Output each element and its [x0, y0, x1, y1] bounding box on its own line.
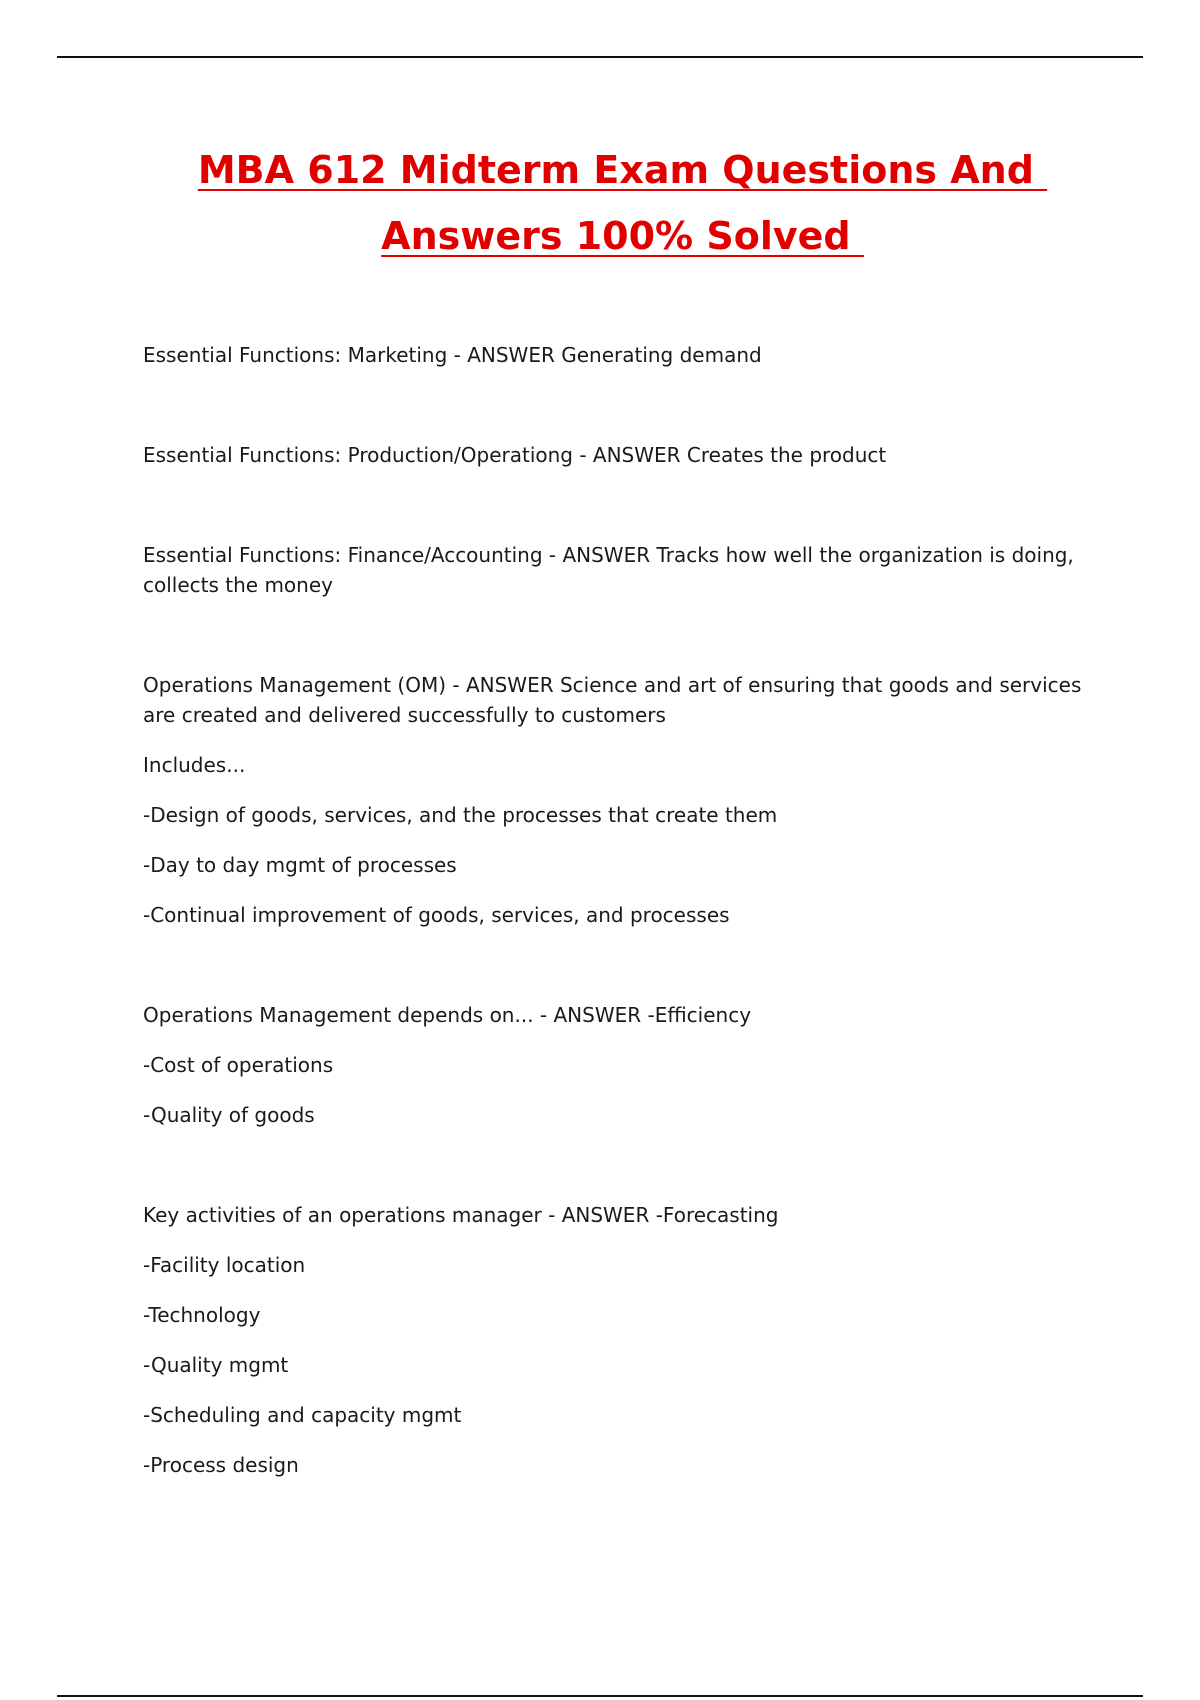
qa-detail: -Scheduling and capacity mgmt — [143, 1403, 462, 1427]
qa-detail: -Facility location — [143, 1253, 306, 1277]
qa-text: Essential Functions: Finance/Accounting - ANSWER Tracks how well the organization is doing, collects the money — [143, 543, 1074, 597]
qa-detail: -Quality of goods — [143, 1103, 315, 1127]
footer-rule — [57, 1695, 1143, 1697]
qa-entry — [143, 1000, 1093, 1130]
qa-detail: -Process design — [143, 1453, 299, 1477]
header-rule — [57, 56, 1143, 58]
qa-text: Essential Functions: Marketing - ANSWER Generating demand — [143, 343, 762, 367]
qa-text: Operations Management depends on... - ANSWER -Efficiency — [143, 1003, 752, 1027]
qa-detail: Includes... — [143, 753, 246, 777]
qa-detail: -Cost of operations — [143, 1053, 334, 1077]
qa-detail: -Continual improvement of goods, services, and processes — [143, 903, 730, 927]
qa-detail: -Day to day mgmt of processes — [143, 853, 457, 877]
qa-text: Essential Functions: Production/Operationg - ANSWER Creates the product — [143, 443, 887, 467]
qa-detail: -Design of goods, services, and the processes that create them — [143, 803, 778, 827]
qa-entry — [143, 540, 1093, 600]
qa-content — [143, 340, 1093, 1480]
document-title-line-2: Answers 100% Solved — [381, 214, 864, 258]
qa-detail: -Technology — [143, 1303, 261, 1327]
qa-detail: -Quality mgmt — [143, 1353, 289, 1377]
qa-entry — [143, 1200, 1093, 1480]
qa-text: Key activities of an operations manager - ANSWER -Forecasting — [143, 1203, 779, 1227]
qa-entry — [143, 340, 1093, 370]
document-title-line-1: MBA 612 Midterm Exam Questions And — [197, 148, 1048, 192]
qa-text: Operations Management (OM) - ANSWER Science and art of ensuring that goods and services are created and delivered successfully to customers — [143, 673, 1082, 727]
qa-entry — [143, 670, 1093, 930]
qa-entry — [143, 440, 1093, 470]
